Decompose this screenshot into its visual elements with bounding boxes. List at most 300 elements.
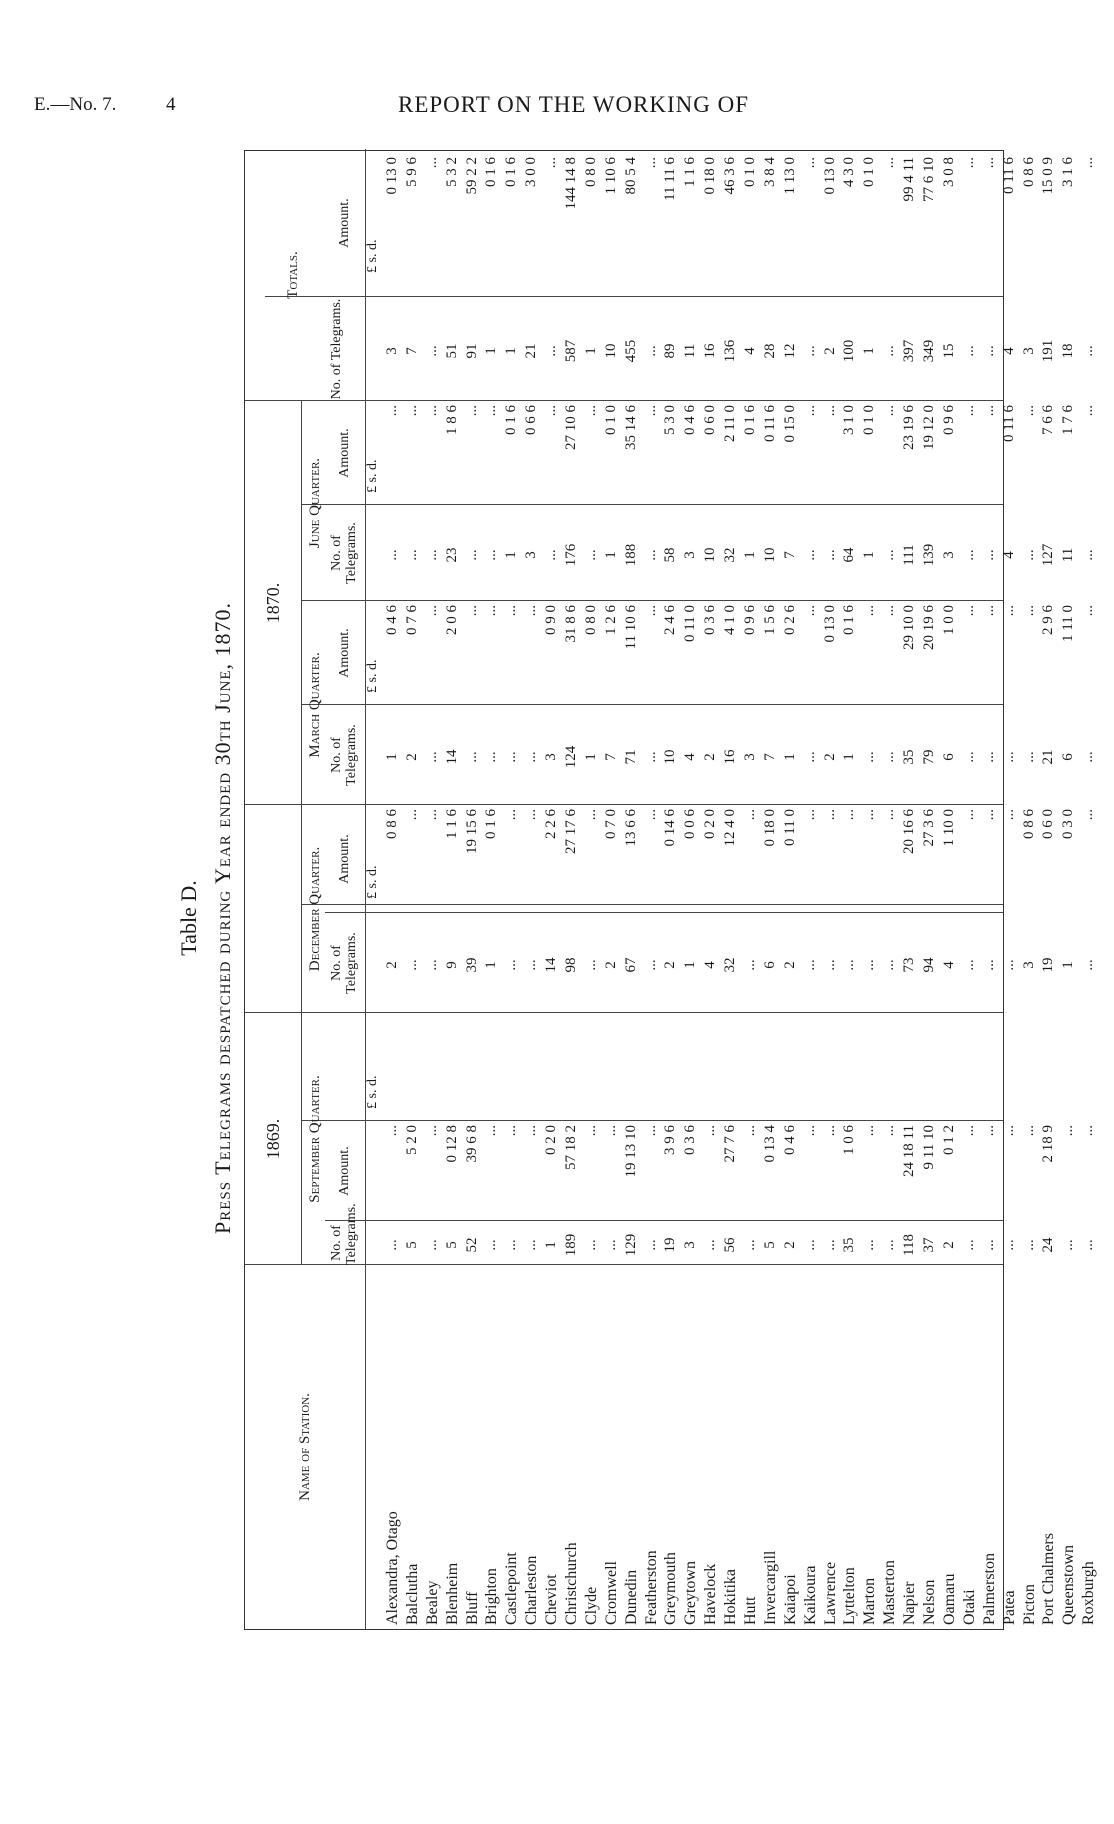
sep-no-cell: ... (642, 1239, 659, 1251)
mar-no-cell: ... (642, 751, 659, 763)
station-name: Charleston (523, 1555, 541, 1625)
jun-no-cell: ... (582, 549, 599, 561)
tot-amount-cell: 4 3 0 (841, 157, 858, 187)
dec-amount-cell: 0 11 0 (781, 809, 798, 846)
dec-amount-cell: ... (861, 809, 878, 821)
mar-amount-cell: ... (801, 605, 818, 617)
tot-amount-cell: ... (801, 157, 818, 169)
dec-amount-cell: 0 14 6 (662, 809, 679, 847)
mar-no-cell: 6 (940, 753, 957, 761)
jun-amount-cell: 27 10 6 (563, 405, 580, 450)
jun-amount-cell: ... (403, 405, 420, 417)
tot-no-cell: 4 (742, 347, 759, 355)
tot-no-cell: 21 (523, 343, 540, 359)
dec-amount-header: Amount. (337, 834, 352, 884)
tot-no-cell: 28 (761, 343, 778, 359)
mar-no-cell: ... (980, 751, 997, 763)
table-caption: Table D. (176, 880, 201, 956)
page-code: E.—No. 7. (34, 94, 117, 115)
tot-no-cell: 587 (563, 339, 580, 363)
dec-no-cell: ... (523, 959, 540, 971)
mar-no-cell: ... (483, 751, 500, 763)
station-name: Nelson (921, 1579, 939, 1625)
dec-amount-cell: ... (742, 809, 759, 821)
jun-no-cell: ... (821, 549, 838, 561)
sep-no-cell: ... (980, 1239, 997, 1251)
mar-no-cell: ... (423, 751, 440, 763)
sep-amount-cell: 2 18 9 (1040, 1125, 1057, 1163)
tot-amount-cell: 0 1 0 (861, 157, 878, 187)
jun-no-cell: 7 (781, 551, 798, 559)
tot-amount-cell: ... (960, 157, 977, 169)
jun-amount-cell: ... (384, 405, 400, 417)
dec-no-cell: ... (861, 959, 878, 971)
sep-amount-cell: 0 1 2 (940, 1125, 957, 1155)
totals-header: Totals. (285, 251, 301, 299)
tot-no-cell: 349 (921, 339, 938, 363)
sep-no-column (383, 1225, 1099, 1265)
tot-no-cell: 89 (662, 343, 679, 359)
tot-amount-cell: 59 2 2 (463, 157, 480, 195)
sep-amount-cell: 0 12 8 (443, 1125, 460, 1163)
tot-no-cell: 1 (483, 347, 500, 355)
sep-amount-cell: 0 2 0 (543, 1125, 560, 1155)
tot-no-cell: 397 (901, 339, 918, 363)
station-name: Otaki (960, 1589, 978, 1625)
mar-no-cell: 21 (1040, 749, 1057, 765)
tot-amount-cell: ... (980, 157, 997, 169)
tot-no-cell: 91 (463, 343, 480, 359)
sep-no-cell: ... (523, 1239, 540, 1251)
dec-no-cell: 1 (682, 961, 699, 969)
jun-amount-cell: 0 15 0 (781, 405, 798, 443)
tot-no-cell: 455 (622, 339, 639, 363)
tot-no-cell: ... (642, 345, 659, 357)
dec-no-header: No. of Telegrams. (329, 932, 359, 994)
dec-amount-cell: ... (801, 809, 818, 821)
sep-no-cell: ... (1080, 1239, 1097, 1251)
station-name: Brighton (483, 1568, 501, 1625)
dec-no-cell: 67 (622, 957, 639, 973)
sep-no-cell: 35 (841, 1237, 858, 1253)
tot-amount-cell: 80 5 4 (622, 157, 639, 195)
jun-amount-cell: 19 12 0 (921, 405, 938, 450)
mar-no-cell: 35 (901, 749, 918, 765)
dec-amount-cell: ... (423, 809, 440, 821)
jun-no-cell: ... (1080, 549, 1097, 561)
jun-no-cell: ... (423, 549, 440, 561)
sep-amount-cell: ... (582, 1125, 599, 1137)
mar-amount-cell: ... (483, 605, 500, 617)
station-name: Kaikoura (801, 1565, 819, 1625)
sep-no-cell: ... (1000, 1239, 1017, 1251)
jun-no-cell: 4 (1000, 551, 1017, 559)
jun-amount-cell: ... (463, 405, 480, 417)
mar-amount-cell: 1 5 6 (761, 605, 778, 635)
tot-amount-cell: 15 0 9 (1040, 157, 1057, 195)
tot-no-cell: 1 (861, 347, 878, 355)
jun-no-cell: 1 (861, 551, 878, 559)
june-quarter-header: June Quarter. (307, 457, 323, 549)
dec-amount-cell: 27 3 6 (921, 809, 938, 847)
jun-amount-cell: ... (543, 405, 560, 417)
jun-amount-cell: 7 6 6 (1040, 405, 1057, 435)
jun-no-cell: 111 (901, 544, 918, 566)
station-name: Palmerston (980, 1553, 998, 1625)
tot-amount-column (383, 157, 1099, 297)
dec-no-cell: 19 (1040, 957, 1057, 973)
sep-no-cell: ... (742, 1239, 759, 1251)
tot-no-cell: 2 (821, 347, 838, 355)
tot-amount-cell: 0 8 6 (1020, 157, 1037, 187)
mar-amount-cell: 0 9 6 (742, 605, 759, 635)
mar-no-cell: 16 (722, 749, 739, 765)
jun-amount-cell: 0 11 6 (1000, 405, 1017, 442)
station-name: Clyde (582, 1586, 600, 1625)
mar-amount-cell: 0 4 6 (384, 605, 400, 635)
tot-amount-cell: ... (881, 157, 898, 169)
station-name: Featherston (642, 1550, 660, 1625)
mar-amount-cell: ... (523, 605, 540, 617)
sep-no-cell: 129 (622, 1233, 639, 1257)
station-name: Hutt (742, 1596, 760, 1625)
dec-no-cell: ... (742, 959, 759, 971)
dec-amount-cell: 20 16 6 (901, 809, 918, 854)
september-quarter-header: September Quarter. (307, 1075, 323, 1203)
sep-amount-cell: 9 11 10 (921, 1125, 938, 1170)
mar-amount-cell: ... (980, 605, 997, 617)
station-name: Hokitika (722, 1569, 740, 1625)
mar-amount-header: Amount. (337, 628, 352, 678)
jun-amount-cell: 0 6 6 (523, 405, 540, 435)
mar-no-cell: 79 (921, 749, 938, 765)
station-name: Cheviot (543, 1574, 561, 1625)
mar-no-cell: ... (960, 751, 977, 763)
dec-amount-cell: 0 3 0 (1060, 809, 1077, 839)
mar-no-cell: 1 (781, 753, 798, 761)
station-name: Christchurch (563, 1542, 581, 1625)
jun-no-cell: ... (1020, 549, 1037, 561)
tot-amount-cell: 0 1 6 (503, 157, 520, 187)
dec-amount-cell: ... (841, 809, 858, 821)
mar-amount-cell: 29 10 0 (901, 605, 918, 650)
dec-amount-cell: 2 2 6 (543, 809, 560, 839)
jun-amount-cell: 0 1 6 (742, 405, 759, 435)
sep-no-cell: 19 (662, 1237, 679, 1253)
station-name: Marton (861, 1577, 879, 1625)
jun-no-cell: ... (483, 549, 500, 561)
jun-no-cell: ... (642, 549, 659, 561)
dec-no-cell: 9 (443, 961, 460, 969)
sep-amount-cell: ... (602, 1125, 619, 1137)
tot-amount-cell: ... (543, 157, 560, 169)
tot-amount-cell: 99 4 11 (901, 157, 918, 202)
jun-no-cell: ... (980, 549, 997, 561)
jun-amount-cell: 23 19 6 (901, 405, 918, 450)
jun-amount-cell: 0 1 0 (602, 405, 619, 435)
jun-amount-cell: 0 9 6 (940, 405, 957, 435)
jun-amount-cell: 35 14 6 (622, 405, 639, 450)
sep-amount-cell: 5 2 0 (403, 1125, 420, 1155)
dec-no-cell: ... (503, 959, 520, 971)
station-name: Picton (1020, 1584, 1038, 1625)
dec-amount-cell: 1 1 6 (443, 809, 460, 839)
name-of-station-header: Name of Station. (297, 1393, 313, 1501)
sep-no-cell: 37 (921, 1237, 938, 1253)
jun-amount-cell: ... (1080, 405, 1097, 417)
page-number: 4 (166, 94, 176, 115)
sep-no-cell: ... (881, 1239, 898, 1251)
march-quarter-header: March Quarter. (307, 652, 323, 758)
mar-no-cell: 3 (742, 753, 759, 761)
dec-amount-cell: 0 6 0 (1040, 809, 1057, 839)
dec-no-column (383, 917, 1099, 1013)
dec-amount-cell: 0 7 0 (602, 809, 619, 839)
station-name: Alexandra, Otago (384, 1511, 401, 1625)
tot-amount-cell: 3 0 8 (940, 157, 957, 187)
dec-no-cell: ... (841, 959, 858, 971)
dec-amount-cell: 0 1 6 (483, 809, 500, 839)
jun-amount-cell: 0 11 6 (761, 405, 778, 442)
dec-amount-column (383, 809, 1099, 913)
sep-no-cell: ... (1060, 1239, 1077, 1251)
year-1870-header: 1870. (263, 582, 283, 624)
sep-no-cell: 1 (543, 1241, 560, 1249)
sep-no-cell: 189 (563, 1233, 580, 1257)
dec-amount-cell: 27 17 6 (563, 809, 580, 854)
sep-no-cell: ... (384, 1239, 400, 1251)
station-name: Castlepoint (503, 1552, 521, 1625)
dec-no-cell: 32 (722, 957, 739, 973)
jun-no-cell: 139 (921, 543, 938, 567)
mar-amount-cell: ... (463, 605, 480, 617)
mar-no-cell: 1 (841, 753, 858, 761)
mar-amount-cell: ... (960, 605, 977, 617)
jun-amount-header: Amount. (337, 428, 352, 478)
station-name: Roxburgh (1080, 1561, 1098, 1625)
sep-no-cell: 5 (403, 1241, 420, 1249)
jun-amount-cell: 3 1 0 (841, 405, 858, 435)
station-name: Blenheim (443, 1562, 461, 1625)
mar-amount-cell: 0 2 6 (781, 605, 798, 635)
tot-amount-cell: 77 6 10 (921, 157, 938, 202)
mar-no-cell: 124 (563, 745, 580, 769)
december-quarter-header: December Quarter. (307, 846, 323, 972)
dec-no-cell: ... (423, 959, 440, 971)
dec-no-cell: ... (881, 959, 898, 971)
mar-amount-cell: 0 7 6 (403, 605, 420, 635)
mar-amount-cell: ... (503, 605, 520, 617)
jun-amount-column (383, 405, 1099, 505)
sep-amount-cell: 39 6 8 (463, 1125, 480, 1163)
sep-no-cell: 24 (1040, 1237, 1057, 1253)
tot-amount-cell: 0 13 0 (821, 157, 838, 195)
tot-amount-cell: 5 9 6 (403, 157, 420, 187)
tot-lsd: £ s. d. (365, 239, 380, 273)
jun-amount-cell: 0 1 0 (861, 405, 878, 435)
sep-no-cell: ... (483, 1239, 500, 1251)
mar-amount-cell: 31 8 6 (563, 605, 580, 643)
sep-no-cell: 3 (682, 1241, 699, 1249)
tot-no-cell: 100 (841, 339, 858, 363)
tot-no-cell: 3 (384, 347, 400, 355)
mar-no-cell: ... (1000, 751, 1017, 763)
mar-no-cell: 2 (403, 753, 420, 761)
dec-no-cell: 14 (543, 957, 560, 973)
sep-no-cell: ... (702, 1239, 719, 1251)
jun-no-cell: ... (881, 549, 898, 561)
press-telegrams-table (244, 150, 1098, 1630)
mar-amount-cell: ... (861, 605, 878, 617)
sep-amount-cell: ... (861, 1125, 878, 1137)
jun-lsd: £ s. d. (365, 459, 380, 493)
dec-no-cell: ... (403, 959, 420, 971)
col-divider (301, 1120, 1003, 1121)
jun-no-cell: 1 (503, 551, 520, 559)
dec-amount-cell: ... (642, 809, 659, 821)
mar-no-header: No. of Telegrams. (329, 724, 359, 786)
tot-amount-header: Amount. (337, 198, 352, 248)
jun-no-cell: 1 (742, 551, 759, 559)
mar-no-cell: ... (523, 751, 540, 763)
jun-amount-cell: 0 6 0 (702, 405, 719, 435)
mar-no-cell: ... (1020, 751, 1037, 763)
dec-no-cell: ... (801, 959, 818, 971)
mar-no-cell: ... (463, 751, 480, 763)
sep-amount-cell: ... (642, 1125, 659, 1137)
sep-no-cell: 56 (722, 1237, 739, 1253)
sep-amount-cell: ... (702, 1125, 719, 1137)
sep-amount-cell: ... (503, 1125, 520, 1137)
sep-no-cell: ... (960, 1239, 977, 1251)
dec-amount-cell: ... (980, 809, 997, 821)
dec-no-cell: 94 (921, 957, 938, 973)
tot-amount-cell: 0 1 6 (483, 157, 500, 187)
sep-amount-cell: ... (523, 1125, 540, 1137)
sep-amount-cell: ... (742, 1125, 759, 1137)
sep-no-cell: ... (801, 1239, 818, 1251)
sep-amount-cell: 57 18 2 (563, 1125, 580, 1170)
jun-no-cell: 64 (841, 547, 858, 563)
sep-no-cell: 2 (781, 1241, 798, 1249)
rotated-table-block (176, 138, 1098, 1698)
station-names-column (383, 1265, 1099, 1625)
dec-amount-cell: ... (503, 809, 520, 821)
jun-amount-cell: 1 7 6 (1060, 405, 1077, 435)
dec-no-cell: 1 (483, 961, 500, 969)
dec-no-cell: 2 (602, 961, 619, 969)
station-name: Queenstown (1060, 1545, 1078, 1625)
year-1869-header: 1869. (263, 1118, 283, 1160)
mar-amount-cell: 0 9 0 (543, 605, 560, 635)
station-name: Lyttelton (841, 1567, 859, 1625)
jun-no-cell: 3 (940, 551, 957, 559)
dec-amount-cell: ... (821, 809, 838, 821)
mar-no-cell: 4 (682, 753, 699, 761)
station-name: Havelock (702, 1563, 720, 1625)
sep-amount-cell: 3 9 6 (662, 1125, 679, 1155)
dec-lsd: £ s. d. (365, 865, 380, 899)
sep-amount-cell: ... (1000, 1125, 1017, 1137)
sep-no-cell: 5 (761, 1241, 778, 1249)
sep-no-cell: ... (582, 1239, 599, 1251)
tot-amount-cell: 3 0 0 (523, 157, 540, 187)
mar-no-cell: 1 (384, 753, 400, 761)
tot-no-cell: 16 (702, 343, 719, 359)
jun-no-header: No. of Telegrams. (329, 522, 359, 584)
sep-no-cell: ... (1020, 1239, 1037, 1251)
tot-amount-cell: ... (642, 157, 659, 169)
dec-no-cell: 1 (1060, 961, 1077, 969)
sep-amount-column (383, 1125, 1099, 1221)
tot-no-cell: 3 (1020, 347, 1037, 355)
dec-amount-cell: ... (523, 809, 540, 821)
station-name: Greymouth (662, 1552, 680, 1625)
tot-no-cell: 51 (443, 343, 460, 359)
tot-no-cell: 18 (1060, 343, 1077, 359)
sep-no-cell: ... (861, 1239, 878, 1251)
sep-amount-cell: ... (1080, 1125, 1097, 1137)
sep-amount-cell: 0 3 6 (682, 1125, 699, 1155)
station-name: Dunedin (622, 1569, 640, 1625)
dec-no-cell: 2 (781, 961, 798, 969)
mar-amount-cell: 0 1 6 (841, 605, 858, 635)
tot-amount-cell: 5 3 2 (443, 157, 460, 187)
mar-amount-cell: ... (1000, 605, 1017, 617)
page-header-title: REPORT ON THE WORKING OF (398, 92, 750, 117)
tot-amount-cell: 0 13 0 (384, 157, 400, 195)
sep-no-cell: 5 (443, 1241, 460, 1249)
jun-no-cell: ... (384, 549, 400, 561)
jun-amount-cell: ... (821, 405, 838, 417)
mar-amount-cell: 4 1 0 (722, 605, 739, 635)
mar-amount-cell: 1 11 0 (1060, 605, 1077, 642)
sep-no-cell: ... (503, 1239, 520, 1251)
mar-amount-cell: 2 9 6 (1040, 605, 1057, 635)
jun-no-cell: 176 (563, 543, 580, 567)
dec-no-cell: 6 (761, 961, 778, 969)
tot-no-cell: ... (801, 345, 818, 357)
tot-no-cell: ... (881, 345, 898, 357)
dec-amount-cell: 0 18 0 (761, 809, 778, 847)
dec-amount-cell: 1 10 0 (940, 809, 957, 847)
sep-amount-cell: 0 4 6 (781, 1125, 798, 1155)
sep-amount-cell: ... (1060, 1125, 1077, 1137)
mar-amount-cell: ... (1020, 605, 1037, 617)
sep-amount-cell: ... (980, 1125, 997, 1137)
jun-no-cell: 3 (682, 551, 699, 559)
dec-no-cell: 4 (940, 961, 957, 969)
tot-no-cell: 136 (722, 339, 739, 363)
jun-amount-cell: ... (582, 405, 599, 417)
jun-no-cell: 1 (602, 551, 619, 559)
jun-no-cell: ... (960, 549, 977, 561)
sep-no-cell: ... (423, 1239, 440, 1251)
jun-no-column (383, 509, 1099, 601)
dec-amount-cell: 0 8 6 (1020, 809, 1037, 839)
tot-amount-cell: 0 18 0 (702, 157, 719, 195)
mar-no-column (383, 709, 1099, 805)
tot-no-cell: 12 (781, 343, 798, 359)
sep-amount-cell: ... (821, 1125, 838, 1137)
station-name: Greytown (682, 1561, 700, 1625)
dec-no-cell: 98 (563, 957, 580, 973)
jun-amount-cell: ... (881, 405, 898, 417)
station-name: Bealey (423, 1580, 441, 1625)
dec-no-cell: 4 (702, 961, 719, 969)
tot-no-cell: 11 (682, 343, 699, 359)
sep-amount-cell: ... (1020, 1125, 1037, 1137)
